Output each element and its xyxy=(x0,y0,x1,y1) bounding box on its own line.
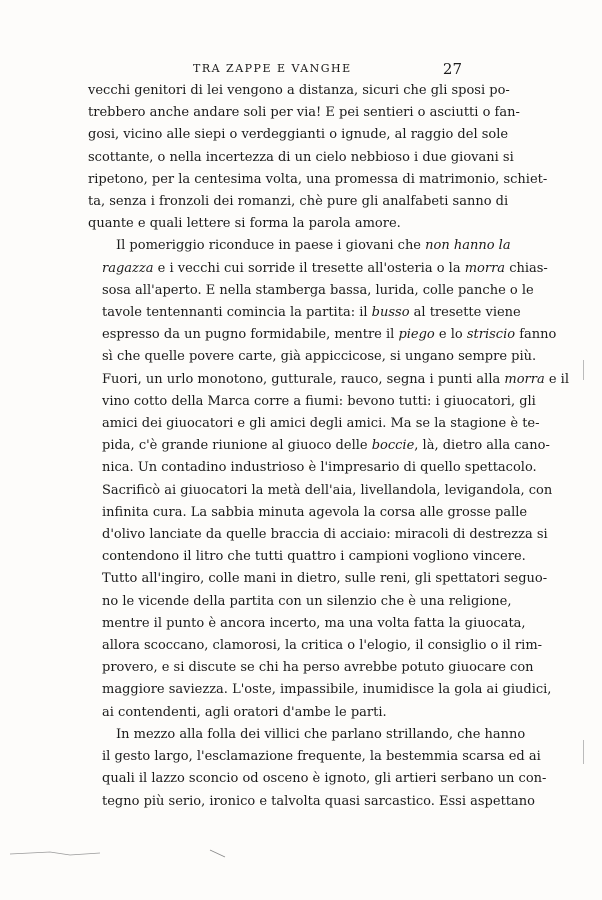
text-line: vino cotto della Marca corre a fiumi: bevono tutti: i giuocatori, gli xyxy=(102,393,536,409)
text-line: mentre il punto è ancora incerto, ma una volta fatta la giuocata, xyxy=(102,615,526,631)
text-line: il gesto largo, l'esclamazione frequente, la bestemmia scarsa ed ai xyxy=(102,749,541,765)
text-line: scottante, o nella incertezza di un cielo nebbioso i due giovani si xyxy=(88,149,514,165)
text-line: Sacrificò ai giuocatori la metà dell'aia, livellandola, levigandola, con xyxy=(102,482,553,498)
text-line: pida, c'è grande riunione al giuoco delle boccie, là, dietro alla cano- xyxy=(102,438,550,454)
text-line: Il pomeriggio riconduce in paese i giovani che non hanno la xyxy=(116,238,511,254)
text-line: infinita cura. La sabbia minuta agevola la corsa alle grosse palle xyxy=(102,504,528,520)
text-line: allora scoccano, clamorosi, la critica o l'elogio, il consiglio o il rim- xyxy=(102,638,543,654)
text-line: vecchi genitori di lei vengono a distanza, sicuri che gli sposi po- xyxy=(88,83,510,98)
paragraph xyxy=(88,235,569,723)
text-line: In mezzo alla folla dei villici che parlano strillando, che hanno xyxy=(116,726,526,742)
page-number: 27 xyxy=(442,60,462,78)
scan-edge-mark xyxy=(583,740,584,764)
body-text xyxy=(88,80,569,813)
text-line: d'olivo lanciate da quelle braccia di acciaio: miracoli di destrezza si xyxy=(102,527,548,543)
text-line: quali il lazzo sconcio od osceno è ignoto, gli artieri serbano un con- xyxy=(102,771,547,787)
text-line: sì che quelle povere carte, già appiccicose, si ungano sempre più. xyxy=(102,349,537,365)
text-line: tegno più serio, ironico e talvolta quasi sarcastico. Essi aspettano xyxy=(102,793,535,809)
text-line: ripetono, per la centesima volta, una promessa di matrimonio, schiet- xyxy=(88,171,548,187)
text-line: gosi, vicino alle siepi o verdeggianti o ignude, al raggio del sole xyxy=(88,127,509,143)
text-line: espresso da un pugno formidabile, mentre il piego e lo striscio fanno xyxy=(102,327,557,343)
paragraph xyxy=(88,80,548,235)
text-line: amici dei giuocatori e gli amici degli amici. Ma se la stagione è te- xyxy=(102,416,540,432)
text-line: quante e quali lettere si forma la parola amore. xyxy=(88,216,401,232)
text-line: maggiore saviezza. L'oste, impassibile, inumidisce la gola ai giudici, xyxy=(102,682,552,698)
text-line: Fuori, un urlo monotono, gutturale, rauco, segna i punti alla morra e il xyxy=(102,371,569,387)
text-line: ta, senza i fronzoli dei romanzi, chè pure gli analfabeti sanno di xyxy=(88,194,509,210)
paragraph xyxy=(88,724,547,813)
text-line: nica. Un contadino industrioso è l'impresario di quello spettacolo. xyxy=(102,460,537,476)
text-line: Tutto all'ingiro, colle mani in dietro, sulle reni, gli spettatori seguo- xyxy=(102,571,548,587)
text-line: ai contendenti, agli oratori d'ambe le parti. xyxy=(102,704,387,720)
text-line: sosa all'aperto. E nella stamberga bassa, lurida, colle panche o le xyxy=(102,282,534,298)
text-line: trebbero anche andare soli per via! E pei sentieri o asciutti o fan- xyxy=(88,105,520,121)
scan-edge-mark xyxy=(583,360,584,380)
text-line: tavole tentennanti comincia la partita: il busso al tresette viene xyxy=(102,305,521,321)
text-line: no le vicende della partita con un silenzio che è una religione, xyxy=(102,593,512,609)
running-title: TRA ZAPPE E VANGHE xyxy=(193,62,352,75)
text-line: provero, e si discute se chi ha perso avrebbe potuto giuocare con xyxy=(102,660,534,676)
scan-artifact xyxy=(10,848,230,860)
text-line: contendono il litro che tutti quattro i campioni vogliono vincere. xyxy=(102,549,526,565)
text-line: ragazza e i vecchi cui sorride il tresette all'osteria o la morra chias- xyxy=(102,260,548,276)
